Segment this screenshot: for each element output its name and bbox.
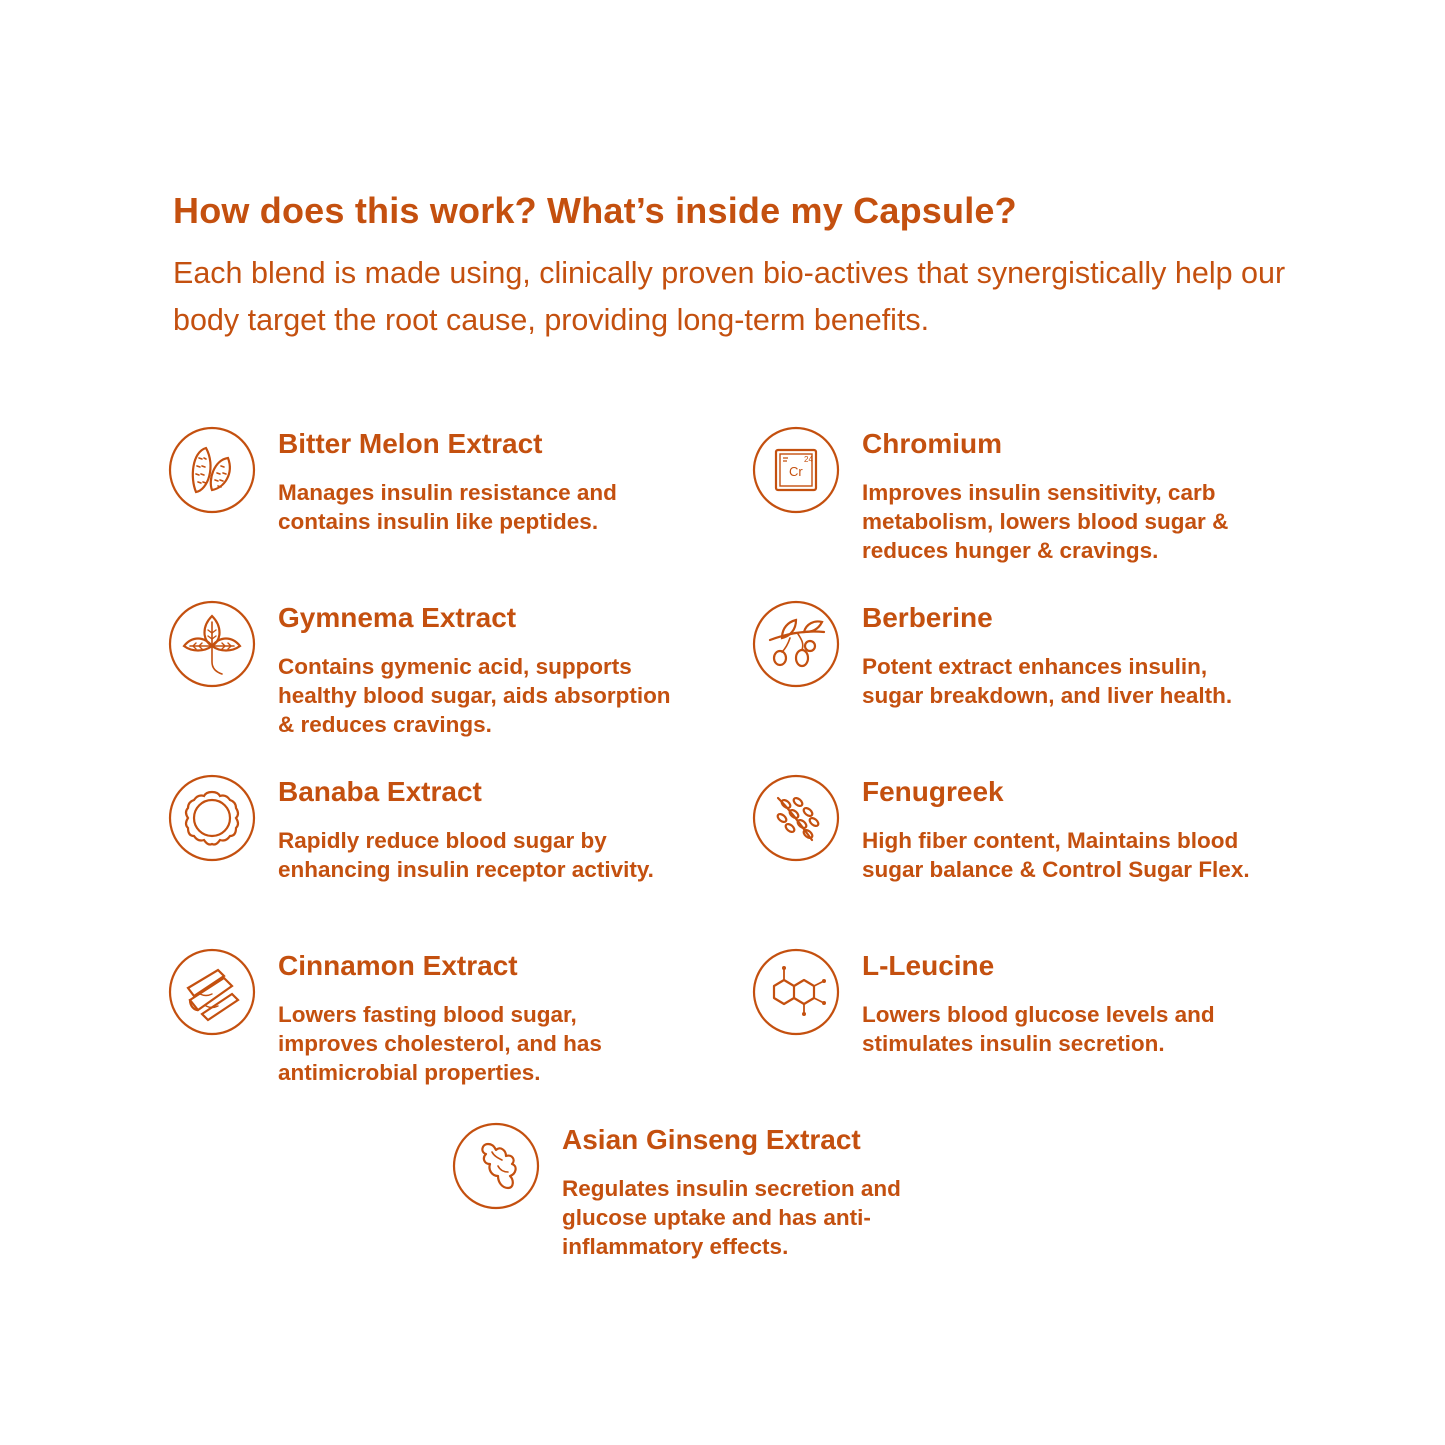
ginseng-root-icon <box>452 1122 540 1210</box>
molecule-icon <box>752 948 840 1036</box>
ingredient-name: Chromium <box>862 428 1002 459</box>
ingredient-description: Regulates insulin secretion and glucose uptake and has anti-inflammatory effects. <box>562 1176 901 1259</box>
ingredient-item <box>168 600 708 750</box>
ingredient-item <box>752 600 1292 750</box>
ingredient-name: L-Leucine <box>862 950 995 981</box>
ingredient-description: Potent extract enhances insulin, sugar breakdown, and liver health. <box>862 654 1233 708</box>
chromium-element-icon <box>752 426 840 514</box>
ingredient-name: Asian Ginseng Extract <box>562 1124 861 1155</box>
bitter-melon-icon <box>168 426 256 514</box>
ingredient-description: Lowers fasting blood sugar, improves cholesterol, and has antimicrobial properties. <box>278 1002 602 1085</box>
ingredient-item <box>752 948 1292 1098</box>
ingredient-item <box>752 774 1292 924</box>
ingredient-name: Cinnamon Extract <box>278 950 518 981</box>
intro-text: Each blend is made using, clinically proven bio-actives that synergistically help our body target the root cause, providing long-term benefits. <box>173 256 1286 337</box>
ingredient-item <box>168 948 708 1098</box>
berberine-berries-icon <box>752 600 840 688</box>
element-number: 24 <box>804 455 813 464</box>
ingredient-item <box>168 426 708 576</box>
ingredient-description: Improves insulin sensitivity, carb metabolism, lowers blood sugar & reduces hunger & cravings. <box>862 480 1229 563</box>
ingredient-name: Bitter Melon Extract <box>278 428 543 459</box>
ingredient-description: Manages insulin resistance and contains insulin like peptides. <box>278 480 617 534</box>
gymnema-leaf-icon <box>168 600 256 688</box>
cinnamon-sticks-icon <box>168 948 256 1036</box>
banaba-flower-icon <box>168 774 256 862</box>
ingredient-item <box>168 774 708 924</box>
ingredient-item <box>752 426 1292 576</box>
ingredient-name: Fenugreek <box>862 776 1004 807</box>
ingredient-description: Rapidly reduce blood sugar by enhancing insulin receptor activity. <box>278 828 654 882</box>
ingredient-name: Berberine <box>862 602 993 633</box>
fenugreek-seeds-icon <box>752 774 840 862</box>
ingredient-name: Banaba Extract <box>278 776 482 807</box>
ingredient-item <box>452 1122 992 1272</box>
ingredient-description: High fiber content, Maintains blood sugar balance & Control Sugar Flex. <box>862 828 1250 882</box>
element-symbol: Cr <box>789 464 803 479</box>
page-title: How does this work? What’s inside my Capsule? <box>173 190 1017 231</box>
ingredient-description: Contains gymenic acid, supports healthy blood sugar, aids absorption & reduces cravings. <box>278 654 671 737</box>
ingredient-name: Gymnema Extract <box>278 602 517 633</box>
ingredient-description: Lowers blood glucose levels and stimulates insulin secretion. <box>862 1002 1215 1056</box>
